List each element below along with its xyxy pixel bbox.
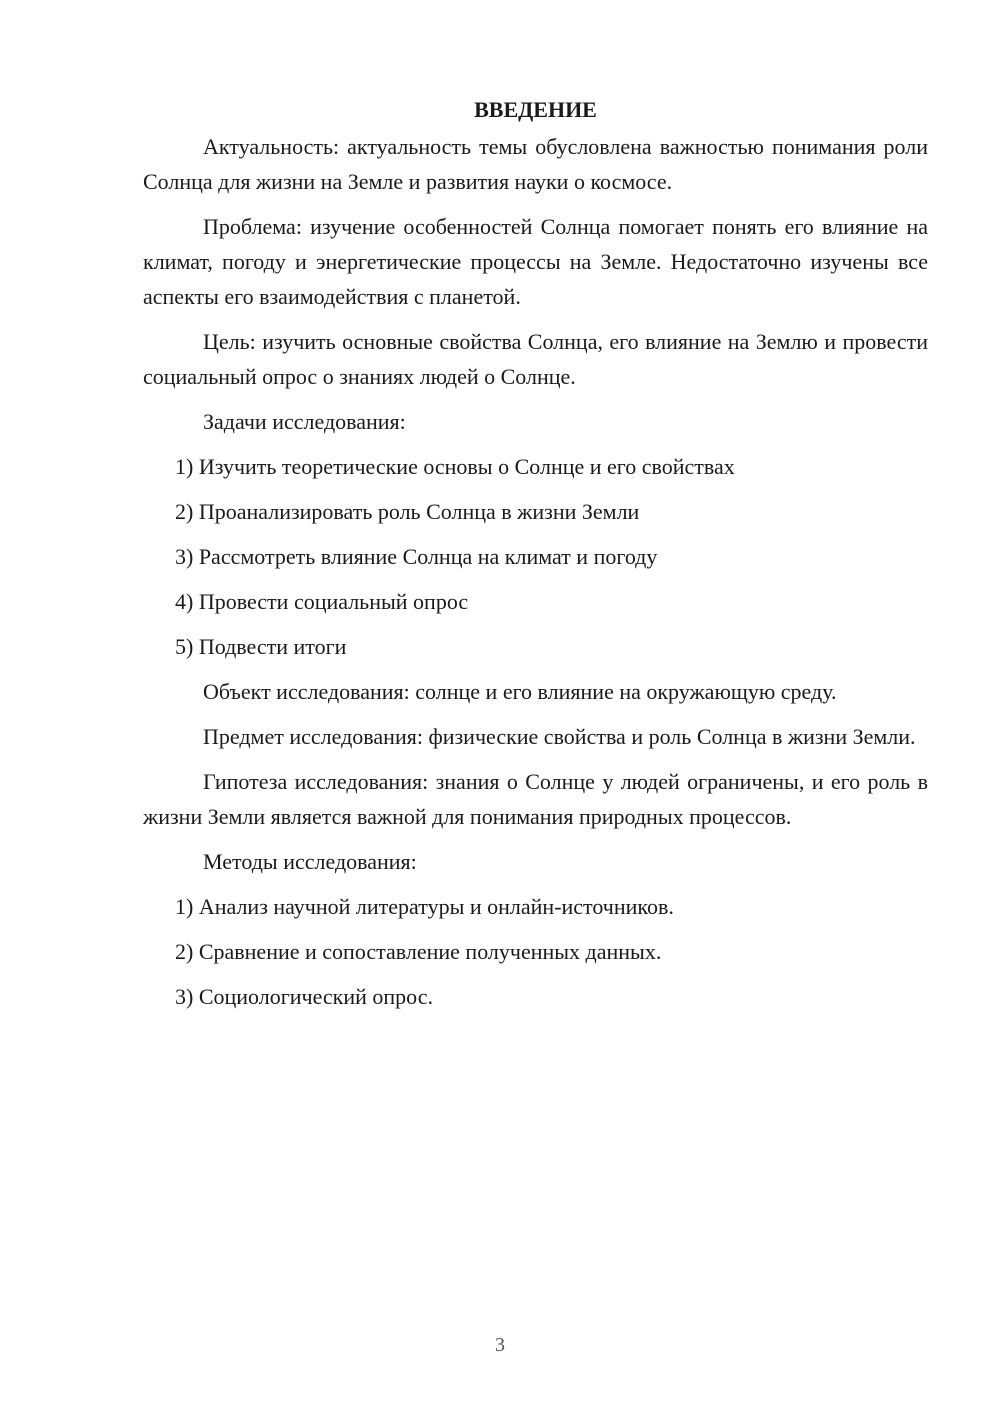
tasks-label: Задачи исследования: <box>203 409 406 434</box>
task-item: 4) Провести социальный опрос <box>175 589 469 614</box>
methods-list <box>143 889 928 1014</box>
hypothesis-paragraph: Гипотеза исследования: знания о Солнце у людей ограничены, и его роль в жизни Земли является важной для понимания природных процессов. <box>143 769 928 829</box>
goal-paragraph: Цель: изучить основные свойства Солнца, его влияние на Землю и провести социальный опрос о знаниях людей о Солнце. <box>143 329 928 389</box>
task-item: 5) Подвести итоги <box>175 634 347 659</box>
methods-label: Методы исследования: <box>203 849 417 874</box>
problem-paragraph: Проблема: изучение особенностей Солнца помогает понять его влияние на климат, погоду и энергетические процессы на Земле. Недостаточно изучены все аспекты его взаимодействия с планетой. <box>143 214 928 309</box>
page-title: ВВЕДЕНИЕ <box>474 97 597 122</box>
object-paragraph: Объект исследования: солнце и его влияние на окружающую среду. <box>203 679 837 704</box>
subject-paragraph: Предмет исследования: физические свойства и роль Солнца в жизни Земли. <box>203 724 916 749</box>
task-item: 3) Рассмотреть влияние Солнца на климат и погоду <box>175 544 658 569</box>
task-item: 2) Проанализировать роль Солнца в жизни Земли <box>175 499 640 524</box>
tasks-list <box>143 449 928 664</box>
document-body <box>143 92 928 1024</box>
method-item: 2) Сравнение и сопоставление полученных данных. <box>175 939 662 964</box>
relevance-paragraph: Актуальность: актуальность темы обусловлена важностью понимания роли Солнца для жизни на Земле и развития науки о космосе. <box>143 134 928 194</box>
page-number: 3 <box>495 1334 505 1356</box>
method-item: 1) Анализ научной литературы и онлайн-источников. <box>175 894 674 919</box>
task-item: 1) Изучить теоретические основы о Солнце и его свойствах <box>175 454 735 479</box>
method-item: 3) Социологический опрос. <box>175 984 433 1009</box>
